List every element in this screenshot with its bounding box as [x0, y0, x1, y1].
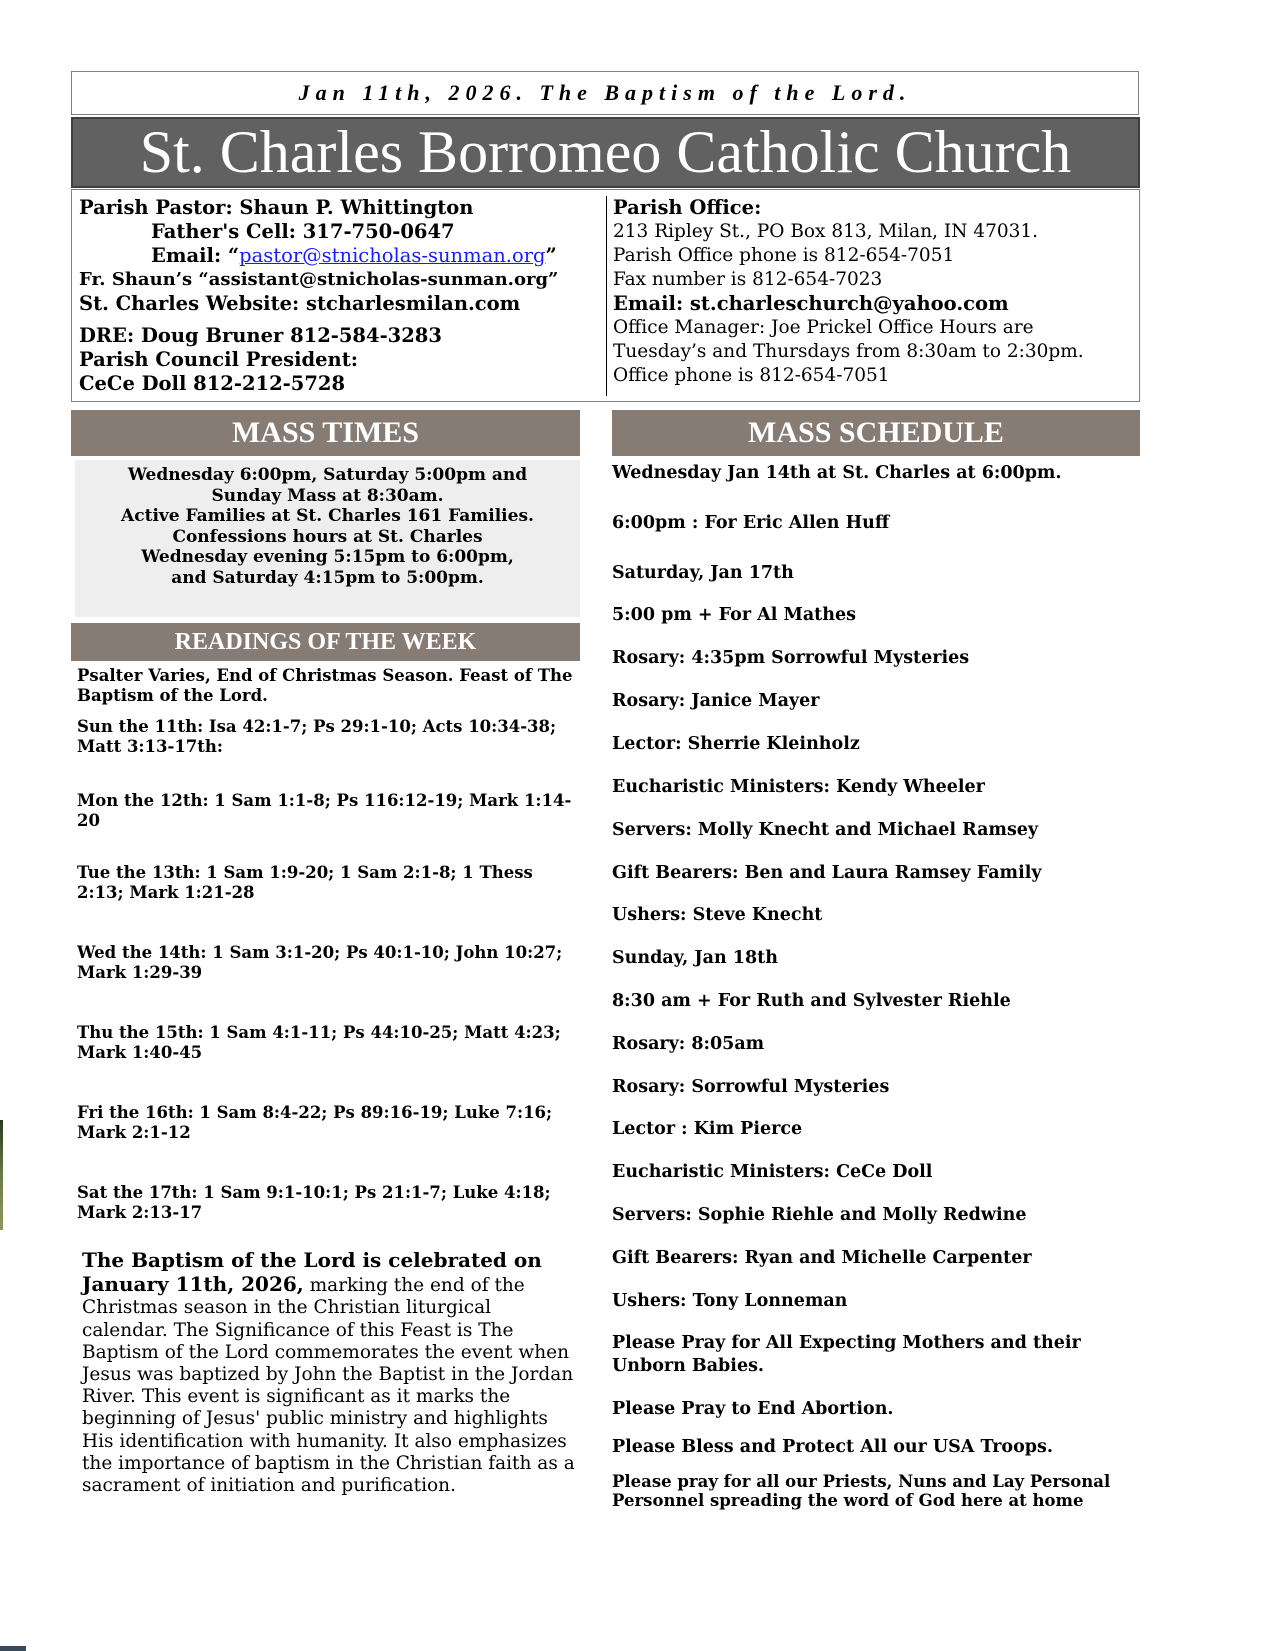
reading-day: Sun the 11th: Isa 42:1-7; Ps 29:1-10; Acts 10:34-38; Matt 3:13-17th: [77, 717, 557, 756]
email-label: Email: “ [151, 244, 240, 267]
parish-office [613, 196, 1133, 388]
office-fax: Fax number is 812-654-7023 [613, 269, 883, 290]
council-label: Parish Council President: [79, 348, 358, 371]
readings-heading: READINGS OF THE WEEK [71, 623, 580, 661]
pastor-cell: Father's Cell: 317-750-0647 [151, 220, 455, 243]
schedule-line: Rosary: Janice Mayer [612, 691, 820, 711]
baptism-article [82, 1249, 582, 1497]
article-lead: The Baptism of the Lord is celebrated on January 11th, 2026, [82, 1248, 542, 1297]
office-heading: Parish Office: [613, 196, 762, 219]
schedule-line: Rosary: 4:35pm Sorrowful Mysteries [612, 648, 970, 668]
reading-day: Fri the 16th: 1 Sam 8:4-22; Ps 89:16-19; Luke 7:16; Mark 2:1-12 [77, 1103, 553, 1142]
office-phone: Parish Office phone is 812-654-7051 [613, 245, 955, 266]
mass-times-line: Sunday Mass at 8:30am. [211, 485, 444, 506]
office-email: Email: st.charleschurch@yahoo.com [613, 292, 1009, 315]
office-hours: Tuesday’s and Thursdays from 8:30am to 2:30pm. [613, 341, 1084, 362]
office-phone-2: Office phone is 812-654-7051 [613, 365, 890, 386]
schedule-line: 6:00pm : For Eric Allen Huff [612, 513, 890, 533]
schedule-line: Eucharistic Ministers: Kendy Wheeler [612, 777, 985, 797]
mass-times-body [75, 460, 580, 617]
mass-times-line: and Saturday 4:15pm to 5:00pm. [171, 567, 484, 588]
contact-info-box [71, 189, 1140, 402]
prayer-request: Please Pray for All Expecting Mothers and their Unborn Babies. [612, 1333, 1081, 1376]
divider [606, 196, 607, 396]
mass-times-line: Active Families at St. Charles 161 Families. [121, 506, 534, 526]
schedule-line: Sunday, Jan 18th [612, 948, 778, 968]
pastor-name: Parish Pastor: Shaun P. Whittington [79, 196, 474, 219]
schedule-line: Lector: Sherrie Kleinholz [612, 734, 860, 754]
schedule-line: Servers: Sophie Riehle and Molly Redwine [612, 1205, 1027, 1225]
schedule-line: Eucharistic Ministers: CeCe Doll [612, 1162, 933, 1182]
schedule-line: Servers: Molly Knecht and Michael Ramsey [612, 820, 1039, 840]
schedule-line: Ushers: Steve Knecht [612, 905, 823, 925]
schedule-line: 8:30 am + For Ruth and Sylvester Riehle [612, 991, 1011, 1011]
schedule-line: Rosary: Sorrowful Mysteries [612, 1077, 890, 1097]
article-body: marking the end of the Christmas season in the Christian liturgical calendar. The Significance of this Feast is The Baptism of the Lord commemorates the event when Jesus was baptized by John the Baptist in the Jordan River. This event is significant as it marks the beginning of Jesus' public ministry and highlights His identification with humanity. It also emphasizes the importance of baptism in the Christian faith as a sacrament of initiation and purification. [82, 1275, 575, 1497]
council-president: CeCe Doll 812-212-5728 [79, 372, 346, 395]
reading-day: Sat the 17th: 1 Sam 9:1-10:1; Ps 21:1-7; Luke 4:18; Mark 2:13-17 [77, 1183, 551, 1222]
mass-times-line: Confessions hours at St. Charles [172, 526, 483, 547]
schedule-line: Gift Bearers: Ben and Laura Ramsey Family [612, 863, 1042, 883]
office-address: 213 Ripley St., PO Box 813, Milan, IN 47031. [613, 221, 1039, 242]
scan-edge-artifact [0, 1646, 26, 1651]
pastor-email-link[interactable]: pastor@stnicholas-sunman.org [239, 244, 546, 267]
schedule-line: Ushers: Tony Lonneman [612, 1291, 848, 1311]
pastor-contact [79, 196, 599, 396]
mass-times-heading: MASS TIMES [71, 410, 580, 456]
church-title: St. Charles Borromeo Catholic Church [71, 117, 1140, 188]
reading-day: Thu the 15th: 1 Sam 4:1-11; Ps 44:10-25; Matt 4:23; Mark 1:40-45 [77, 1023, 561, 1062]
prayer-request: Please pray for all our Priests, Nuns and Lay Personal Personnel spreading the word of God here at home [612, 1472, 1111, 1510]
assistant-email: Fr. Shaun’s “assistant@stnicholas-sunman.org” [79, 269, 559, 290]
prayer-request: Please Pray to End Abortion. [612, 1399, 894, 1419]
schedule-line: Saturday, Jan 17th [612, 563, 794, 583]
website: St. Charles Website: stcharlesmilan.com [79, 292, 521, 315]
email-close-quote: ” [545, 244, 557, 267]
schedule-line: 5:00 pm + For Al Mathes [612, 605, 856, 625]
reading-day: Wed the 14th: 1 Sam 3:1-20; Ps 40:1-10; John 10:27; Mark 1:29-39 [77, 943, 563, 982]
reading-day: Mon the 12th: 1 Sam 1:1-8; Ps 116:12-19; Mark 1:14-20 [77, 791, 572, 830]
reading-day: Tue the 13th: 1 Sam 1:9-20; 1 Sam 2:1-8; 1 Thess 2:13; Mark 1:21-28 [77, 863, 533, 902]
mass-times-line: Wednesday evening 5:15pm to 6:00pm, [141, 547, 514, 567]
mass-schedule-heading: MASS SCHEDULE [612, 410, 1140, 456]
dre-contact: DRE: Doug Bruner 812-584-3283 [79, 324, 442, 347]
prayer-request: Please Bless and Protect All our USA Troops. [612, 1437, 1053, 1457]
schedule-line: Rosary: 8:05am [612, 1034, 765, 1054]
scan-edge-artifact [0, 1120, 3, 1230]
date-banner: Jan 11th, 2026. The Baptism of the Lord. [71, 71, 1139, 115]
readings-intro: Psalter Varies, End of Christmas Season. Feast of The Baptism of the Lord. [77, 666, 573, 705]
schedule-line: Wednesday Jan 14th at St. Charles at 6:00pm. [612, 463, 1062, 483]
office-manager: Office Manager: Joe Prickel Office Hours are [613, 317, 1034, 338]
schedule-line: Gift Bearers: Ryan and Michelle Carpenter [612, 1248, 1032, 1268]
schedule-line: Lector : Kim Pierce [612, 1119, 803, 1139]
mass-times-line: Wednesday 6:00pm, Saturday 5:00pm and [127, 465, 528, 485]
pastor-email [79, 244, 599, 268]
